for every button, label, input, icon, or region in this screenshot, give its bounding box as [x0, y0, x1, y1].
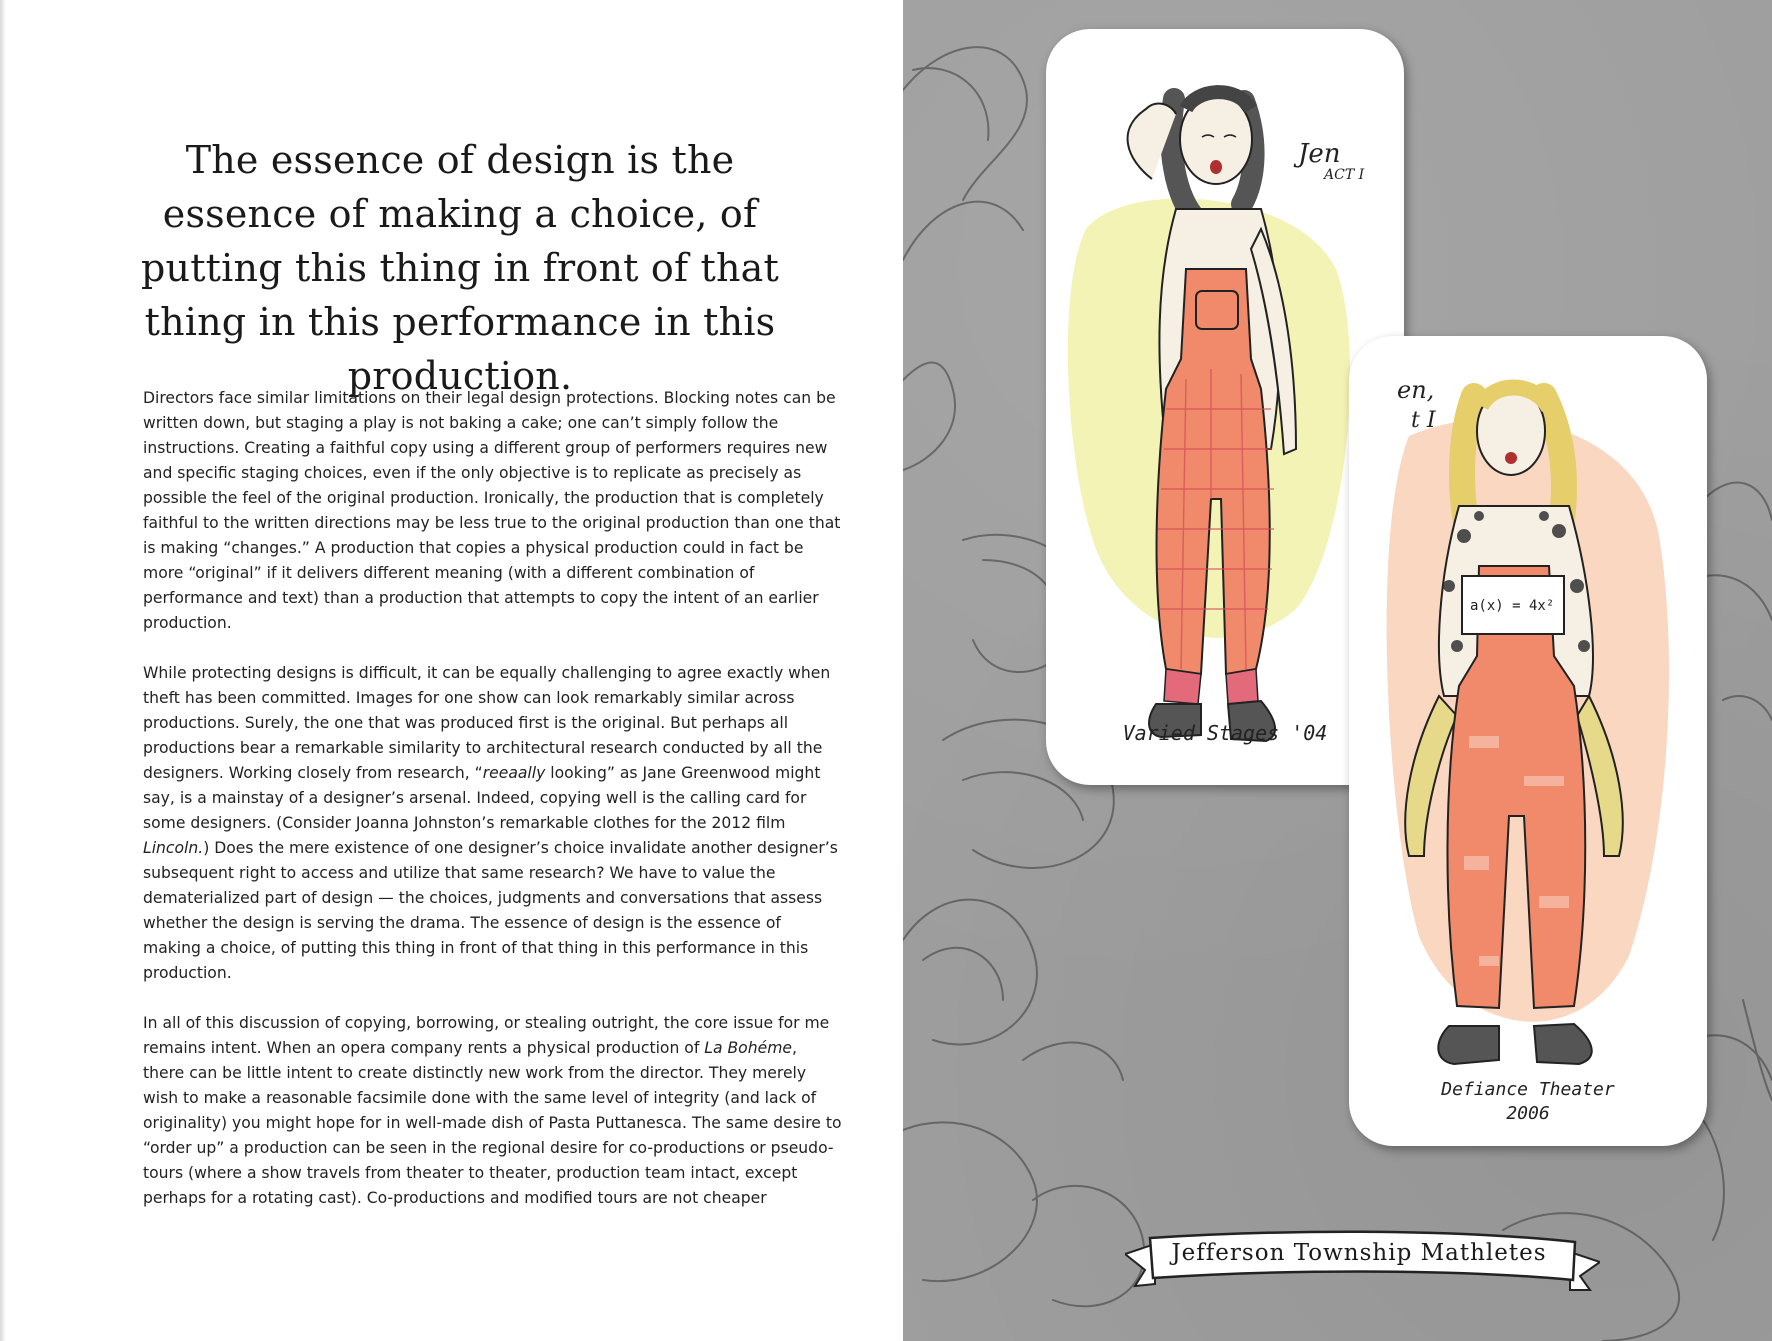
card-caption-1: Varied Stages '04: [1122, 721, 1328, 745]
paragraph-3-text-a: In all of this discussion of copying, borrowing, or stealing outright, the core issue for me remains intent. When an opera company rents a physical production of: [143, 1014, 830, 1057]
sneaker-left-2: [1438, 1026, 1499, 1064]
costume-card-2: [1349, 336, 1707, 1146]
paragraph-3: [143, 1011, 843, 1211]
bib-pocket-1: [1196, 291, 1238, 329]
character-name-label-1: Jen: [1298, 139, 1341, 169]
mouth-1: [1210, 160, 1222, 174]
paragraph-2: [143, 661, 843, 986]
paragraph-3-text-b: , there can be little intent to create distinctly new work from the director. They merely wish to make a reasonable facsimile done with the same level of integrity (and lack of originality) you might hope for in well-made dish of Pasta Puttanesca. The same desire to “order up” a production can be seen in the regional desire for co-productions or pseudo-tours (where a show travels from theater to theater, production team intact, except perhaps for a rotating cast). Co-productions and modified tours are not cheaper: [143, 1039, 842, 1207]
paragraph-3-emphasis-a: La Bohéme: [704, 1039, 792, 1057]
paragraph-2-text-c: ) Does the mere existence of one designer’s choice invalidate another designer’s subsequent right to access and utilize that same research? We have to value the dematerialized part of design — the choices, judgments and conversations that assess whether the design is serving the drama. The essence of design is the essence of making a choice, of putting this thing in front of that thing in this performance in this production.: [143, 839, 838, 982]
paragraph-2-emphasis-b: Lincoln.: [143, 839, 204, 857]
paragraph-1: [143, 386, 843, 636]
card-caption-2: [1349, 1078, 1707, 1126]
card-caption-2-line1: Defiance Theater: [1441, 1079, 1615, 1100]
paragraph-1-text: Directors face similar limitations on their legal design protections. Blocking notes can be written down, but staging a play is not baking a cake; one can’t simply follow the instructions. Creating a faithful copy using a different group of performers requires new and specific staging choices, even if the only objective is to replicate as precisely as possible the feel of the original production. Ironically, the production that is completely faithful to the written directions may be less true to the original production than one that is making “changes.” A production that copies a physical production could in fact be more “original” if it delivers different meaning (with a different combination of performance and text) than a production that attempts to copy the intent of an earlier production.: [143, 389, 841, 632]
right-page-illustration: [903, 0, 1772, 1341]
paragraph-2-text-b: looking” as Jane Greenwood might say, is a mainstay of a designer’s arsenal. Indeed, copying well is the calling card for some designers. (Consider Joanna Johnston’s remarkable clothes for the 2012 film: [143, 764, 821, 832]
title-banner: [1125, 1224, 1600, 1294]
paragraph-2-emphasis-a: reeaally: [482, 764, 546, 782]
mouth-2: [1505, 452, 1517, 464]
banner-title: Jefferson Township Mathletes: [1171, 1240, 1547, 1266]
costume-sketch-2: [1349, 336, 1707, 1146]
sneaker-right-2: [1534, 1024, 1592, 1064]
paragraph-2-text-a: While protecting designs is difficult, it can be equally challenging to agree exactly when theft has been committed. Images for one show can look remarkably similar across productions. Surely, the one that was produced first is the original. But perhaps all productions bear a remarkable similarity to architectural research conducted by all the designers. Working closely from research, “: [143, 664, 831, 782]
pull-quote: The essence of design is the essence of making a choice, of putting this thing in front of that thing in this performance in this production.: [141, 138, 779, 398]
math-sign-text: a(x) = 4x²: [1470, 598, 1555, 614]
act-label-1: ACT I: [1324, 167, 1365, 183]
body-text: [143, 386, 843, 1236]
act-label-2: t I: [1411, 408, 1436, 433]
page-gutter-shadow: [0, 0, 6, 1341]
card-caption-2-line2: 2006: [1506, 1103, 1550, 1124]
character-name-label-2: en,: [1397, 376, 1435, 404]
